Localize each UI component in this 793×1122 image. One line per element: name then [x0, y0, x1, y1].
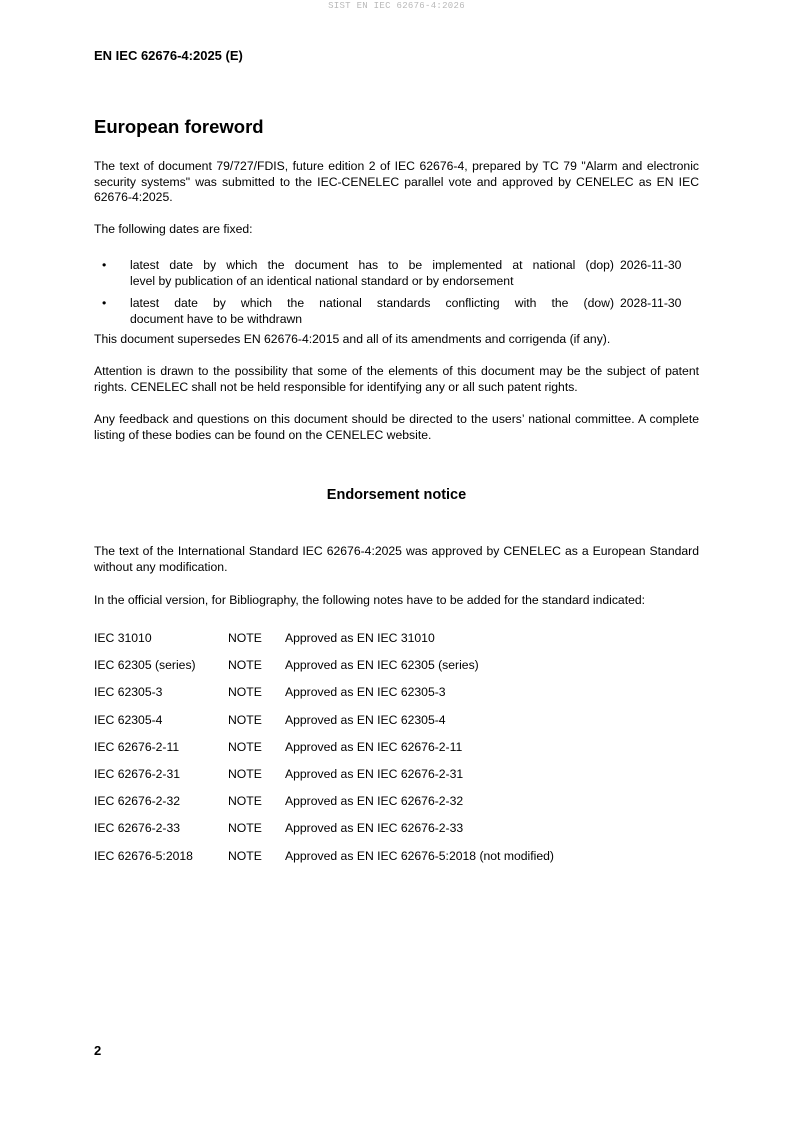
supersedes-text: This document supersedes EN 62676-4:2015 and all of its amendments and corrigenda (if any).	[94, 332, 611, 346]
note-label: NOTE	[228, 848, 262, 863]
foreword-intro: The text of document 79/727/FDIS, future edition 2 of IEC 62676-4, prepared by TC 79 "Alarm and electronic security systems" was submitted to the IEC-CENELEC parallel vote and approved by CENELEC as EN IEC 62676-4:2025.	[94, 159, 699, 204]
standard-ref: IEC 62676-2-33	[94, 821, 181, 836]
note-text: Approved as EN IEC 62305 (series)	[285, 658, 479, 673]
note-label: NOTE	[228, 712, 262, 727]
note-text: Approved as EN IEC 62676-5:2018 (not modified)	[285, 848, 554, 863]
date-description-line: document have to be withdrawn	[130, 311, 303, 326]
bullet: •	[102, 258, 107, 272]
standard-ref: IEC 31010	[94, 631, 152, 645]
date-description-line: level by publication of an identical national standard or by endorsement	[130, 273, 514, 288]
feedback-text: Any feedback and questions on this document should be directed to the users’ national committee. A complete listing of these bodies can be found on the CENELEC website.	[94, 412, 699, 442]
note-text: Approved as EN IEC 62305-4	[285, 712, 446, 727]
note-text: Approved as EN IEC 62305-3	[285, 685, 446, 700]
patent-text: Attention is drawn to the possibility that some of the elements of this document may be the subject of patent rights. CENELEC shall not be held responsible for identifying any or all such patent rights.	[94, 364, 699, 394]
date-value: 2028-11-30	[620, 296, 682, 310]
note-text: Approved as EN IEC 31010	[285, 631, 435, 645]
standard-ref: IEC 62676-2-32	[94, 794, 181, 809]
note-label: NOTE	[228, 631, 262, 645]
table-row	[94, 630, 699, 657]
note-label: NOTE	[228, 821, 262, 836]
date-description-line: latest date by which the document has to be implemented at national (dop)	[130, 258, 614, 272]
standard-ref: IEC 62305 (series)	[94, 658, 196, 673]
table-row	[94, 657, 699, 684]
table-row	[94, 712, 699, 739]
date-value: 2026-11-30	[620, 258, 682, 272]
standard-ref: IEC 62305-3	[94, 685, 163, 700]
note-label: NOTE	[228, 658, 262, 673]
standard-ref: IEC 62676-2-11	[94, 739, 180, 754]
endorsement-title: Endorsement notice	[326, 487, 467, 503]
document-id: EN IEC 62676-4:2025 (E)	[94, 48, 243, 63]
note-label: NOTE	[228, 794, 262, 809]
note-text: Approved as EN IEC 62676-2-33	[285, 821, 464, 836]
table-row	[94, 739, 699, 766]
standard-ref: IEC 62676-2-31	[94, 766, 181, 781]
bibliography-intro: In the official version, for Bibliography, the following notes have to be added for the standard indicated:	[94, 593, 646, 607]
date-description	[130, 296, 614, 327]
note-label: NOTE	[228, 739, 262, 754]
table-row	[94, 793, 699, 820]
note-text: Approved as EN IEC 62676-2-32	[285, 794, 464, 809]
note-label: NOTE	[228, 685, 262, 700]
page-number: 2	[94, 1043, 102, 1058]
foreword-title: European foreword	[94, 116, 264, 137]
bibliography-notes-table	[94, 630, 699, 875]
note-label: NOTE	[228, 766, 262, 781]
table-row	[94, 766, 699, 793]
date-description-line: latest date by which the national standards conflicting with the (dow)	[130, 296, 614, 310]
standard-ref: IEC 62305-4	[94, 712, 163, 727]
bullet: •	[102, 296, 107, 310]
note-text: Approved as EN IEC 62676-2-11	[285, 739, 463, 754]
table-row	[94, 848, 699, 875]
table-row	[94, 820, 699, 847]
date-description	[130, 258, 614, 289]
endorsement-text: The text of the International Standard IEC 62676-4:2025 was approved by CENELEC as a European Standard without any modification.	[94, 544, 699, 574]
watermark: SIST EN IEC 62676-4:2026	[328, 1, 465, 11]
table-row	[94, 684, 699, 711]
dates-intro: The following dates are fixed:	[94, 222, 253, 236]
note-text: Approved as EN IEC 62676-2-31	[285, 766, 464, 781]
standard-ref: IEC 62676-5:2018	[94, 848, 193, 863]
